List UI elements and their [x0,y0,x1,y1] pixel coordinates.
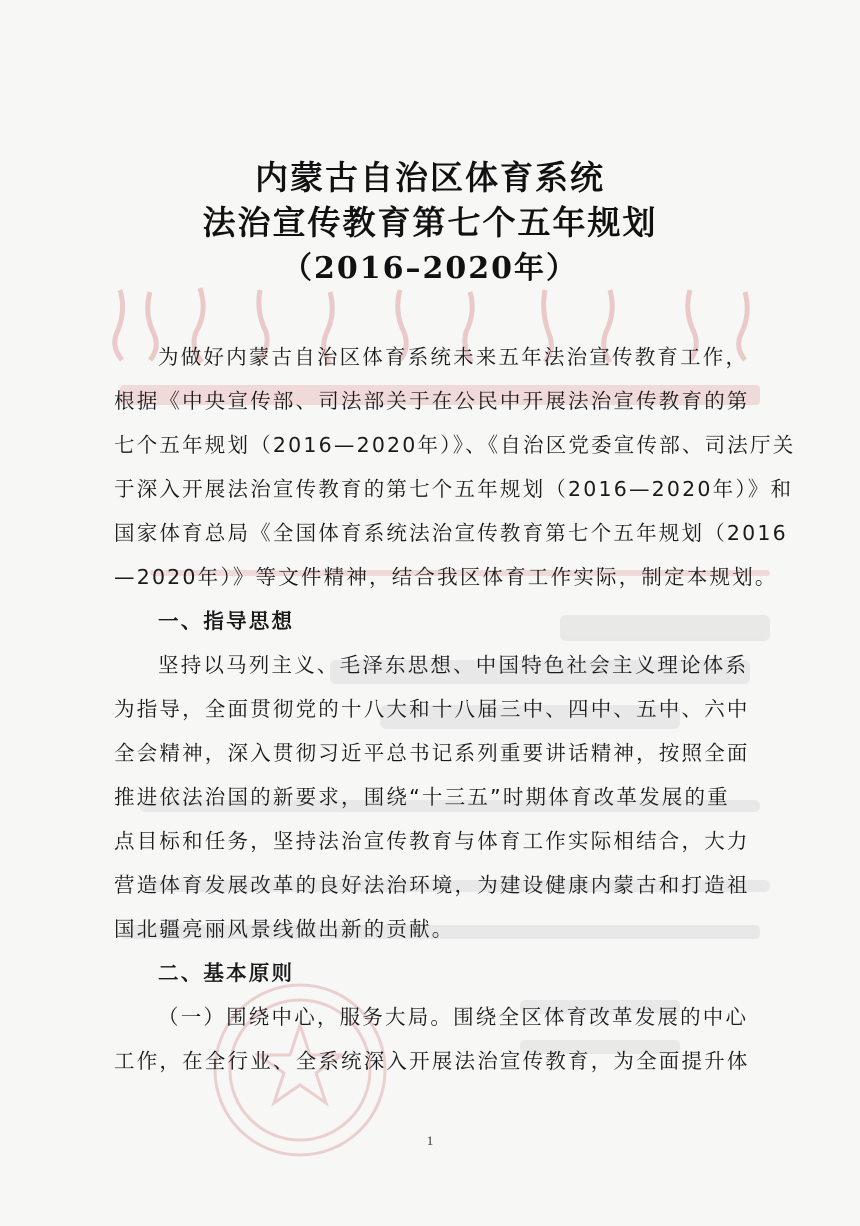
title-line-3: （2016–2020年） [282,251,578,286]
intro-line-3: 七个五年规划（2016—2020年）》、《自治区党委宣传部、司法厅关 [114,433,796,457]
section-1-heading: 一、指导思想 [158,609,295,633]
section-2-line-1: （一）围绕中心，服务大局。围绕全区体育改革发展的中心 [158,1005,749,1029]
section-2-heading: 二、基本原则 [158,961,295,985]
section-1-paragraph [114,643,774,951]
section-1-line-4: 推进依法治国的新要求，围绕“十三五”时期体育改革发展的重 [114,785,730,809]
section-2-paragraph [114,995,774,1083]
section-1-line-6: 营造体育发展改革的良好法治环境，为建设健康内蒙古和打造祖 [114,873,750,897]
section-1-line-2: 为指导，全面贯彻党的十八大和十八届三中、四中、五中、六中 [114,697,750,721]
page-number: 1 [426,1133,434,1148]
intro-paragraph [114,335,796,599]
section-1-line-7: 国北疆亮丽风景线做出新的贡献。 [114,917,455,941]
section-1-line-5: 点目标和任务，坚持法治宣传教育与体育工作实际相结合，大力 [114,829,750,853]
intro-line-4: 于深入开展法治宣传教育的第七个五年规划（2016—2020年）》和 [114,477,794,501]
intro-line-6: —2020年）》等文件精神，结合我区体育工作实际，制定本规划。 [114,565,778,589]
section-2-line-2: 工作，在全行业、全系统深入开展法治宣传教育，为全面提升体 [114,1049,750,1073]
section-1-line-3: 全会精神，深入贯彻习近平总书记系列重要讲话精神，按照全面 [114,741,750,765]
section-1-line-1: 坚持以马列主义、毛泽东思想、中国特色社会主义理论体系 [158,653,749,677]
title-line-2: 法治宣传教育第七个五年规划 [202,203,658,242]
document-body [114,335,796,1083]
intro-line-2: 根据《中央宣传部、司法部关于在公民中开展法治宣传教育的第 [114,389,750,413]
intro-line-1: 为做好内蒙古自治区体育系统未来五年法治宣传教育工作， [158,345,749,369]
intro-line-5: 国家体育总局《全国体育系统法治宣传教育第七个五年规划（2016 [114,521,788,545]
title-line-1: 内蒙古自治区体育系统 [255,158,605,197]
